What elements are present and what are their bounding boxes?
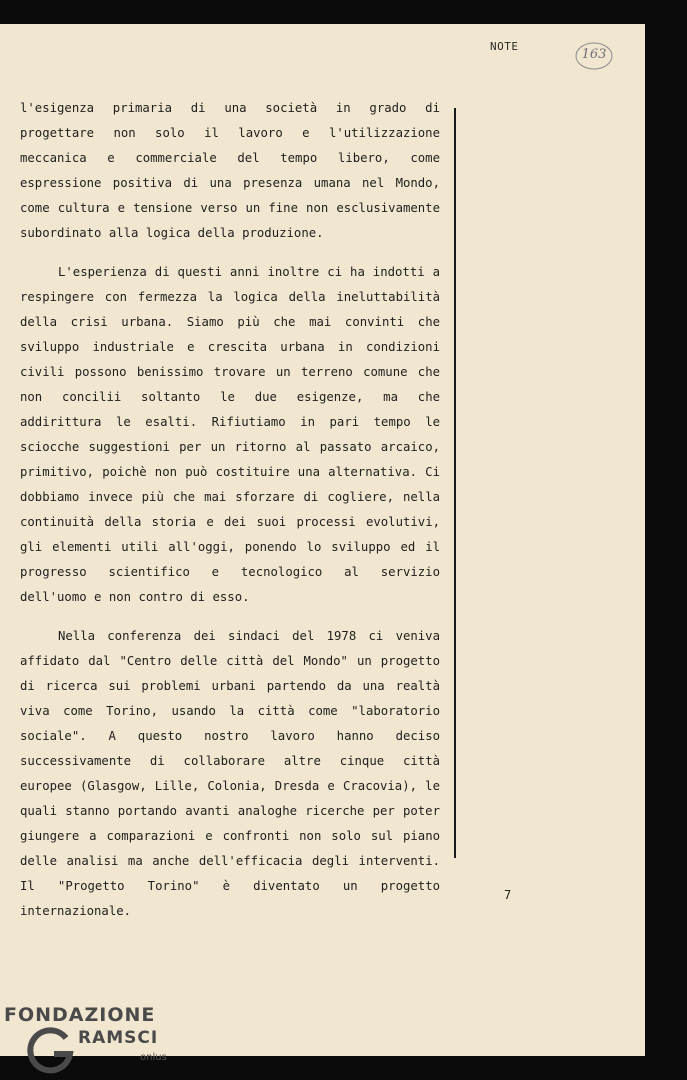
g-logo-icon <box>26 1024 78 1076</box>
page-number: 7 <box>504 888 512 902</box>
body-text <box>20 96 440 938</box>
note-label: NOTE <box>490 40 519 53</box>
margin-rule <box>454 108 456 858</box>
archive-page-stamp <box>574 41 614 71</box>
paragraph: l'esigenza primaria di una società in grado di progettare non solo il lavoro e l'utilizzazione meccanica e commerciale del tempo libero, come espressione positiva di una presenza umana nel Mondo, come cultura e tensione verso un fine non esclusivamente subordinato alla logica della produzione. <box>20 101 440 240</box>
watermark-logo <box>4 1004 174 1074</box>
watermark-line1: FONDAZIONE <box>4 1004 156 1026</box>
paragraph: Nella conferenza dei sindaci del 1978 ci veniva affidato dal "Centro delle città del Mondo" un progetto di ricerca sui problemi urbani partendo da una realtà viva come Torino, usando la città come "laboratorio sociale". A questo nostro lavoro hanno deciso successivamente di collaborare altre cinque città europee (Glasgow, Lille, Colonia, Dresda e Cracovia), le quali stanno portando avanti analoghe ricerche per poter giungere a comparazioni e confronti non solo sul piano delle analisi ma anche dell'efficacia degli interventi. Il "Progetto Torino" è diventato un progetto internazionale. <box>20 629 440 918</box>
watermark-line3: onlus <box>140 1052 167 1063</box>
watermark-line2: RAMSCI <box>78 1028 159 1048</box>
paragraph: L'esperienza di questi anni inoltre ci ha indotti a respingere con fermezza la logica della ineluttabilità della crisi urbana. Siamo più che mai convinti che sviluppo industriale e crescita urbana in condizioni civili possono benissimo trovare un terreno comune che non concilii soltanto le due esigenze, ma che addirittura le esalti. Rifiutiamo in pari tempo le sciocche suggestioni per un ritorno al passato arcaico, primitivo, poichè non può costituire una alternativa. Ci dobbiamo invece più che mai sforzare di cogliere, nella continuità della storia e dei suoi processi evolutivi, gli elementi utili all'oggi, ponendo lo sviluppo ed il progresso scientifico e tecnologico al servizio dell'uomo e non contro di esso. <box>20 265 440 604</box>
stamp-number: 163 <box>581 47 607 62</box>
document-page <box>0 24 645 1056</box>
